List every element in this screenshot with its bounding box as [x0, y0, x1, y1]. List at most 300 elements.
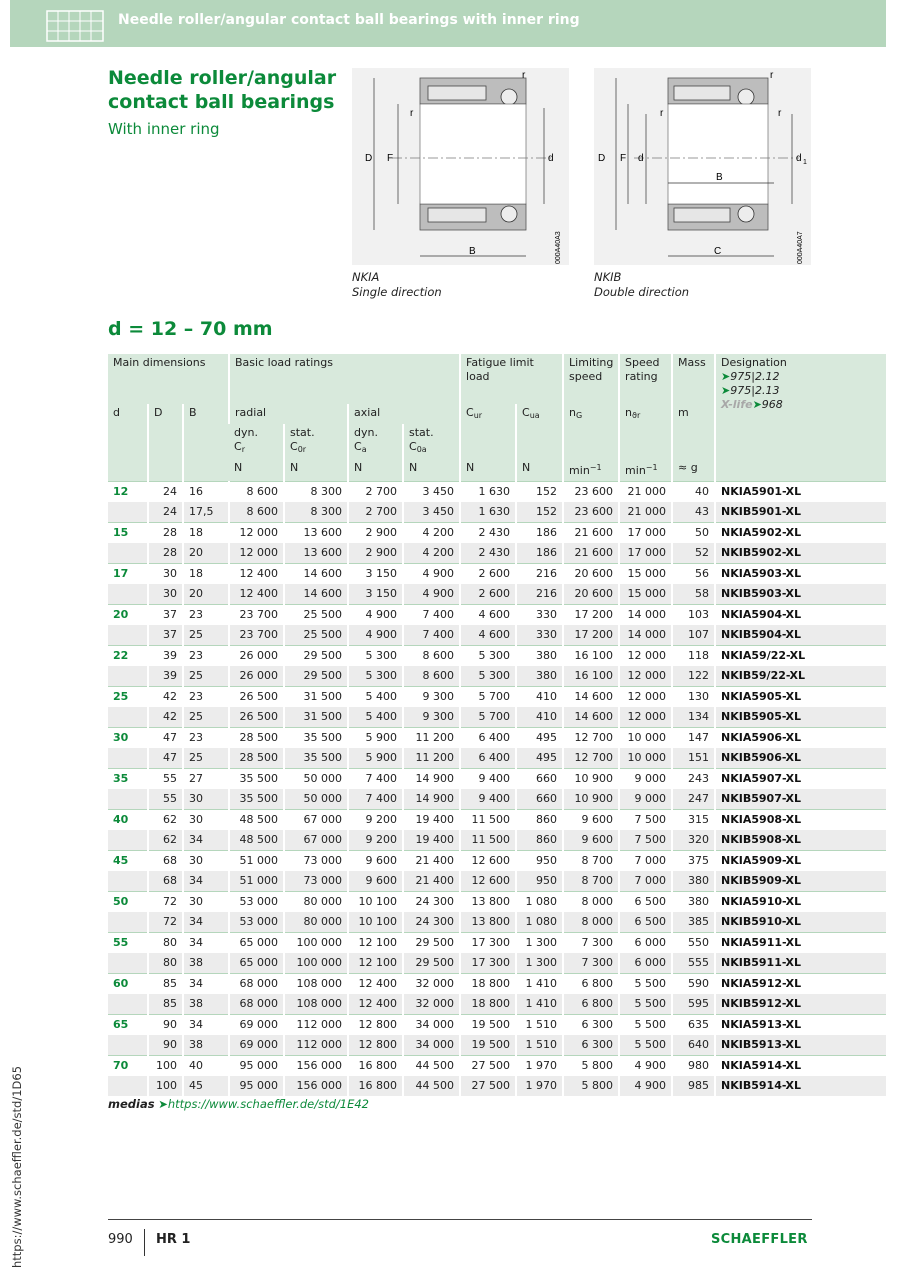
cell-B: 23 — [183, 604, 229, 625]
cell-cua: 950 — [516, 850, 563, 871]
cell-cua: 186 — [516, 543, 563, 564]
cell-ng: 16 100 — [563, 645, 619, 666]
cell-cr: 51 000 — [229, 871, 284, 892]
cell-ca: 7 400 — [348, 768, 403, 789]
cell-d — [108, 871, 148, 892]
a-sub: a — [361, 445, 367, 454]
table-row — [108, 543, 886, 564]
cell-ca: 12 800 — [348, 1014, 403, 1035]
cell-mass: 320 — [672, 830, 715, 851]
cell-ntheta: 4 900 — [619, 1076, 672, 1096]
cell-c0a: 44 500 — [403, 1076, 460, 1096]
cell-c0a: 4 900 — [403, 584, 460, 605]
cell-ng: 12 700 — [563, 727, 619, 748]
cell-B: 34 — [183, 932, 229, 953]
cell-B: 30 — [183, 789, 229, 810]
xlife-ref[interactable] — [721, 398, 881, 412]
cell-cua: 660 — [516, 768, 563, 789]
cell-ca: 9 200 — [348, 830, 403, 851]
figure-nkib — [594, 68, 811, 265]
cell-B: 25 — [183, 748, 229, 769]
table-row — [108, 522, 886, 543]
cell-B: 45 — [183, 1076, 229, 1096]
cell-d: 45 — [108, 850, 148, 871]
cell-c0a: 11 200 — [403, 748, 460, 769]
cell-d — [108, 912, 148, 933]
table-body — [108, 481, 886, 1096]
table-row — [108, 973, 886, 994]
designation-label: Designation — [721, 356, 787, 369]
cell-cua: 1 080 — [516, 912, 563, 933]
cell-c0a: 29 500 — [403, 932, 460, 953]
cell-mass: 243 — [672, 768, 715, 789]
cell-cur: 11 500 — [460, 809, 516, 830]
cell-ng: 8 000 — [563, 891, 619, 912]
cell-c0a: 34 000 — [403, 1035, 460, 1056]
cell-D: 80 — [148, 932, 183, 953]
xlife-page: 968 — [761, 398, 783, 411]
table-row — [108, 994, 886, 1015]
cell-cua: 1 510 — [516, 1014, 563, 1035]
cell-d: 50 — [108, 891, 148, 912]
ref-page: 975 — [730, 384, 752, 397]
xlife-logo: X-life — [721, 398, 753, 411]
bearing-table — [108, 354, 886, 1096]
cell-c0a: 32 000 — [403, 973, 460, 994]
cell-mass: 595 — [672, 994, 715, 1015]
cell-mass: 590 — [672, 973, 715, 994]
0a-sub: 0a — [416, 445, 427, 454]
label-D: D — [365, 153, 373, 164]
cell-c0r: 50 000 — [284, 789, 348, 810]
cell-d: 20 — [108, 604, 148, 625]
cell-c0a: 7 400 — [403, 604, 460, 625]
cell-ng: 20 600 — [563, 563, 619, 584]
cell-cr: 95 000 — [229, 1076, 284, 1096]
cell-cr: 26 000 — [229, 666, 284, 687]
cell-ca: 2 700 — [348, 502, 403, 523]
cell-c0a: 34 000 — [403, 1014, 460, 1035]
figure-code: 000A40A7 — [797, 231, 804, 264]
cell-D: 37 — [148, 625, 183, 646]
cell-c0a: 3 450 — [403, 502, 460, 523]
min-sup: −1 — [645, 463, 658, 472]
cell-designation: NKIB5909-XL — [715, 871, 886, 892]
caption-nkia — [352, 270, 442, 300]
cell-cua: 660 — [516, 789, 563, 810]
cell-c0a: 14 900 — [403, 789, 460, 810]
th-c0a — [403, 424, 460, 459]
cell-cur: 17 300 — [460, 953, 516, 974]
0r-sub: 0r — [297, 445, 307, 454]
cell-c0r: 25 500 — [284, 604, 348, 625]
cell-cr: 8 600 — [229, 481, 284, 502]
cell-mass: 147 — [672, 727, 715, 748]
cell-cur: 18 800 — [460, 994, 516, 1015]
unit-cur: N — [460, 459, 516, 481]
cell-designation: NKIB59/22-XL — [715, 666, 886, 687]
th-radial: radial — [229, 404, 348, 424]
cell-ntheta: 12 000 — [619, 686, 672, 707]
cell-mass: 635 — [672, 1014, 715, 1035]
cell-d: 35 — [108, 768, 148, 789]
cell-d: 70 — [108, 1055, 148, 1076]
cell-B: 30 — [183, 809, 229, 830]
c-letter: C — [290, 440, 298, 453]
cell-c0r: 108 000 — [284, 994, 348, 1015]
cell-cur: 5 700 — [460, 686, 516, 707]
cell-designation: NKIB5911-XL — [715, 953, 886, 974]
cell-cua: 380 — [516, 645, 563, 666]
footer-separator — [144, 1229, 145, 1256]
arrow-icon: ➤ — [721, 384, 731, 397]
cell-c0r: 100 000 — [284, 953, 348, 974]
cell-B: 16 — [183, 481, 229, 502]
page-title: Needle roller/angular contact ball bearings — [108, 67, 337, 113]
cell-designation: NKIB5904-XL — [715, 625, 886, 646]
cell-c0r: 100 000 — [284, 932, 348, 953]
cell-ca: 5 300 — [348, 666, 403, 687]
cell-cua: 1 970 — [516, 1076, 563, 1096]
cell-d — [108, 666, 148, 687]
cell-mass: 380 — [672, 891, 715, 912]
cell-mass: 380 — [672, 871, 715, 892]
cell-cur: 5 300 — [460, 645, 516, 666]
cell-D: 55 — [148, 789, 183, 810]
table-row — [108, 1035, 886, 1056]
cell-cua: 495 — [516, 748, 563, 769]
cell-D: 62 — [148, 830, 183, 851]
cell-mass: 107 — [672, 625, 715, 646]
table-row — [108, 1055, 886, 1076]
cell-B: 30 — [183, 891, 229, 912]
cell-designation: NKIA5911-XL — [715, 932, 886, 953]
cell-c0r: 13 600 — [284, 543, 348, 564]
cell-designation: NKIB5912-XL — [715, 994, 886, 1015]
cell-c0r: 108 000 — [284, 973, 348, 994]
cell-c0r: 80 000 — [284, 912, 348, 933]
ur-sub: ur — [473, 411, 483, 420]
cell-cua: 1 970 — [516, 1055, 563, 1076]
cell-designation: NKIB5902-XL — [715, 543, 886, 564]
th-ca — [348, 424, 403, 459]
cell-cur: 4 600 — [460, 604, 516, 625]
label-r-inner: r — [410, 108, 414, 119]
table-row — [108, 481, 886, 502]
cell-B: 34 — [183, 912, 229, 933]
th-ng — [563, 404, 619, 459]
table-row — [108, 809, 886, 830]
cell-c0r: 73 000 — [284, 871, 348, 892]
cell-cur: 5 300 — [460, 666, 516, 687]
ref-page: 975 — [730, 370, 752, 383]
table-row — [108, 625, 886, 646]
cell-ng: 9 600 — [563, 809, 619, 830]
cell-D: 39 — [148, 666, 183, 687]
cell-B: 34 — [183, 973, 229, 994]
cell-designation: NKIB5905-XL — [715, 707, 886, 728]
cell-c0r: 13 600 — [284, 522, 348, 543]
cell-designation: NKIA5910-XL — [715, 891, 886, 912]
cell-B: 34 — [183, 871, 229, 892]
cell-ng: 20 600 — [563, 584, 619, 605]
cell-ng: 23 600 — [563, 481, 619, 502]
th-speed-rating: Speed rating — [619, 354, 672, 404]
cell-ntheta: 14 000 — [619, 604, 672, 625]
cell-ntheta: 15 000 — [619, 563, 672, 584]
n-letter: n — [625, 406, 633, 419]
th-cr — [229, 424, 284, 459]
cell-ng: 12 700 — [563, 748, 619, 769]
cell-mass: 130 — [672, 686, 715, 707]
cell-ntheta: 7 500 — [619, 809, 672, 830]
cell-c0r: 31 500 — [284, 707, 348, 728]
cell-B: 25 — [183, 707, 229, 728]
cell-cr: 68 000 — [229, 994, 284, 1015]
cell-ca: 9 600 — [348, 850, 403, 871]
cell-B: 20 — [183, 543, 229, 564]
cell-c0a: 24 300 — [403, 912, 460, 933]
cell-B: 30 — [183, 850, 229, 871]
nkia-drawing — [352, 68, 569, 265]
cell-cur: 18 800 — [460, 973, 516, 994]
cell-ntheta: 6 500 — [619, 912, 672, 933]
cell-cua: 152 — [516, 502, 563, 523]
cell-ng: 8 700 — [563, 850, 619, 871]
cell-ng: 5 800 — [563, 1055, 619, 1076]
g-sub: G — [576, 411, 583, 420]
th-B: B — [183, 404, 229, 481]
th-axial: axial — [348, 404, 460, 424]
page-subtitle: With inner ring — [108, 120, 220, 138]
designation-ref-1[interactable]: ➤975|2.12 — [721, 370, 780, 383]
cell-d: 40 — [108, 809, 148, 830]
cell-ntheta: 7 000 — [619, 871, 672, 892]
cell-c0r: 67 000 — [284, 830, 348, 851]
min-label: min — [569, 464, 590, 477]
cell-D: 24 — [148, 481, 183, 502]
cell-c0r: 156 000 — [284, 1055, 348, 1076]
cell-cr: 8 600 — [229, 502, 284, 523]
cell-c0a: 29 500 — [403, 953, 460, 974]
cell-ng: 14 600 — [563, 686, 619, 707]
table-row — [108, 789, 886, 810]
table-row — [108, 891, 886, 912]
cell-B: 23 — [183, 686, 229, 707]
cell-c0r: 31 500 — [284, 686, 348, 707]
unit-mass: ≈ g — [672, 459, 715, 481]
table-row — [108, 727, 886, 748]
cell-cua: 1 300 — [516, 932, 563, 953]
cell-D: 100 — [148, 1076, 183, 1096]
cell-d — [108, 707, 148, 728]
cell-ca: 16 800 — [348, 1076, 403, 1096]
cell-ca: 9 200 — [348, 809, 403, 830]
cell-ntheta: 14 000 — [619, 625, 672, 646]
cell-mass: 980 — [672, 1055, 715, 1076]
cell-D: 42 — [148, 686, 183, 707]
cell-B: 25 — [183, 666, 229, 687]
ref-section: 2.13 — [754, 384, 780, 397]
table-row — [108, 707, 886, 728]
cell-c0a: 11 200 — [403, 727, 460, 748]
cell-d: 12 — [108, 481, 148, 502]
cell-c0a: 21 400 — [403, 871, 460, 892]
side-url[interactable]: https://www.schaeffler.de/std/1D65 — [10, 1065, 24, 1268]
cell-D: 85 — [148, 994, 183, 1015]
cell-d — [108, 748, 148, 769]
label-F: F — [387, 153, 394, 164]
cell-c0r: 14 600 — [284, 584, 348, 605]
th-cur — [460, 404, 516, 459]
label-r-right: r — [778, 108, 782, 119]
cell-d — [108, 953, 148, 974]
cell-c0a: 4 900 — [403, 563, 460, 584]
cell-c0a: 24 300 — [403, 891, 460, 912]
cell-c0a: 7 400 — [403, 625, 460, 646]
dyn-label: dyn. — [234, 426, 258, 439]
cell-ng: 9 600 — [563, 830, 619, 851]
table-row — [108, 604, 886, 625]
cell-designation: NKIB5901-XL — [715, 502, 886, 523]
header-bar — [10, 0, 886, 47]
th-main-dimensions: Main dimensions — [108, 354, 229, 404]
cell-mass: 122 — [672, 666, 715, 687]
cell-c0a: 14 900 — [403, 768, 460, 789]
cell-cua: 216 — [516, 563, 563, 584]
cell-cua: 410 — [516, 686, 563, 707]
c-letter: C — [234, 440, 242, 453]
cell-B: 20 — [183, 584, 229, 605]
cell-B: 25 — [183, 625, 229, 646]
unit-cua: N — [516, 459, 563, 481]
cell-ntheta: 6 000 — [619, 953, 672, 974]
table-row — [108, 830, 886, 851]
table-row — [108, 563, 886, 584]
cell-cur: 12 600 — [460, 850, 516, 871]
brand-logo: SCHAEFFLER — [711, 1232, 808, 1247]
cell-c0a: 21 400 — [403, 850, 460, 871]
cell-d — [108, 1076, 148, 1096]
cell-ca: 3 150 — [348, 584, 403, 605]
cell-ng: 6 800 — [563, 994, 619, 1015]
min-label: min — [625, 464, 646, 477]
caption-desc: Double direction — [594, 285, 690, 299]
cell-ca: 9 600 — [348, 871, 403, 892]
cell-ntheta: 9 000 — [619, 768, 672, 789]
cell-mass: 247 — [672, 789, 715, 810]
table-row — [108, 1014, 886, 1035]
cell-ng: 21 600 — [563, 522, 619, 543]
cell-ntheta: 5 500 — [619, 1035, 672, 1056]
designation-ref-2[interactable]: ➤975|2.13 — [721, 384, 780, 397]
cell-D: 30 — [148, 584, 183, 605]
unit-c0a: N — [403, 459, 460, 481]
cell-cr: 69 000 — [229, 1035, 284, 1056]
cell-ca: 4 900 — [348, 625, 403, 646]
th-limiting-speed: Limiting speed — [563, 354, 619, 404]
caption-name: NKIA — [352, 270, 380, 284]
cell-cur: 2 600 — [460, 563, 516, 584]
cell-mass: 385 — [672, 912, 715, 933]
cell-D: 47 — [148, 727, 183, 748]
cell-c0r: 29 500 — [284, 645, 348, 666]
nkib-drawing — [594, 68, 811, 265]
cell-cur: 9 400 — [460, 789, 516, 810]
label-r-top: r — [770, 70, 774, 81]
cell-ntheta: 12 000 — [619, 666, 672, 687]
cell-ntheta: 12 000 — [619, 707, 672, 728]
cell-d — [108, 994, 148, 1015]
cell-mass: 103 — [672, 604, 715, 625]
cell-cua: 330 — [516, 604, 563, 625]
table-row — [108, 932, 886, 953]
cell-cur: 9 400 — [460, 768, 516, 789]
unit-c0r: N — [284, 459, 348, 481]
cell-designation: NKIB5908-XL — [715, 830, 886, 851]
cell-mass: 134 — [672, 707, 715, 728]
table-row — [108, 1076, 886, 1096]
cell-ntheta: 17 000 — [619, 543, 672, 564]
cell-designation: NKIA5906-XL — [715, 727, 886, 748]
cell-designation: NKIA5914-XL — [715, 1055, 886, 1076]
cell-cr: 69 000 — [229, 1014, 284, 1035]
cell-cr: 12 000 — [229, 543, 284, 564]
cell-B: 40 — [183, 1055, 229, 1076]
cell-cr: 68 000 — [229, 973, 284, 994]
cell-mass: 315 — [672, 809, 715, 830]
cell-c0r: 67 000 — [284, 809, 348, 830]
cell-ca: 7 400 — [348, 789, 403, 810]
unit-cr: N — [229, 459, 284, 481]
cell-ng: 7 300 — [563, 953, 619, 974]
cell-mass: 40 — [672, 481, 715, 502]
cell-c0r: 8 300 — [284, 481, 348, 502]
cell-c0r: 35 500 — [284, 727, 348, 748]
cell-cr: 53 000 — [229, 891, 284, 912]
cell-cr: 53 000 — [229, 912, 284, 933]
label-r-top: r — [522, 70, 526, 81]
medias-link[interactable] — [108, 1097, 369, 1111]
cell-ng: 10 900 — [563, 768, 619, 789]
arrow-icon: ➤ — [721, 370, 731, 383]
caption-name: NKIB — [594, 270, 622, 284]
cell-ntheta: 12 000 — [619, 645, 672, 666]
cell-cua: 860 — [516, 809, 563, 830]
cell-d: 55 — [108, 932, 148, 953]
cell-d — [108, 584, 148, 605]
theta-sub: ϑr — [632, 411, 641, 420]
cell-designation: NKIA5905-XL — [715, 686, 886, 707]
cell-ca: 5 400 — [348, 707, 403, 728]
cell-designation: NKIB5913-XL — [715, 1035, 886, 1056]
th-designation — [715, 354, 886, 481]
cell-D: 90 — [148, 1014, 183, 1035]
medias-url[interactable]: https://www.schaeffler.de/std/1E42 — [167, 1097, 369, 1111]
cell-cua: 1 410 — [516, 994, 563, 1015]
cell-c0r: 29 500 — [284, 666, 348, 687]
cell-cur: 2 600 — [460, 584, 516, 605]
cell-B: 27 — [183, 768, 229, 789]
unit-ng — [563, 459, 619, 481]
th-basic-load-ratings: Basic load ratings — [229, 354, 460, 404]
cell-c0r: 35 500 — [284, 748, 348, 769]
cell-d — [108, 543, 148, 564]
cell-c0a: 9 300 — [403, 707, 460, 728]
cell-D: 42 — [148, 707, 183, 728]
cell-designation: NKIB5907-XL — [715, 789, 886, 810]
cell-cur: 4 600 — [460, 625, 516, 646]
